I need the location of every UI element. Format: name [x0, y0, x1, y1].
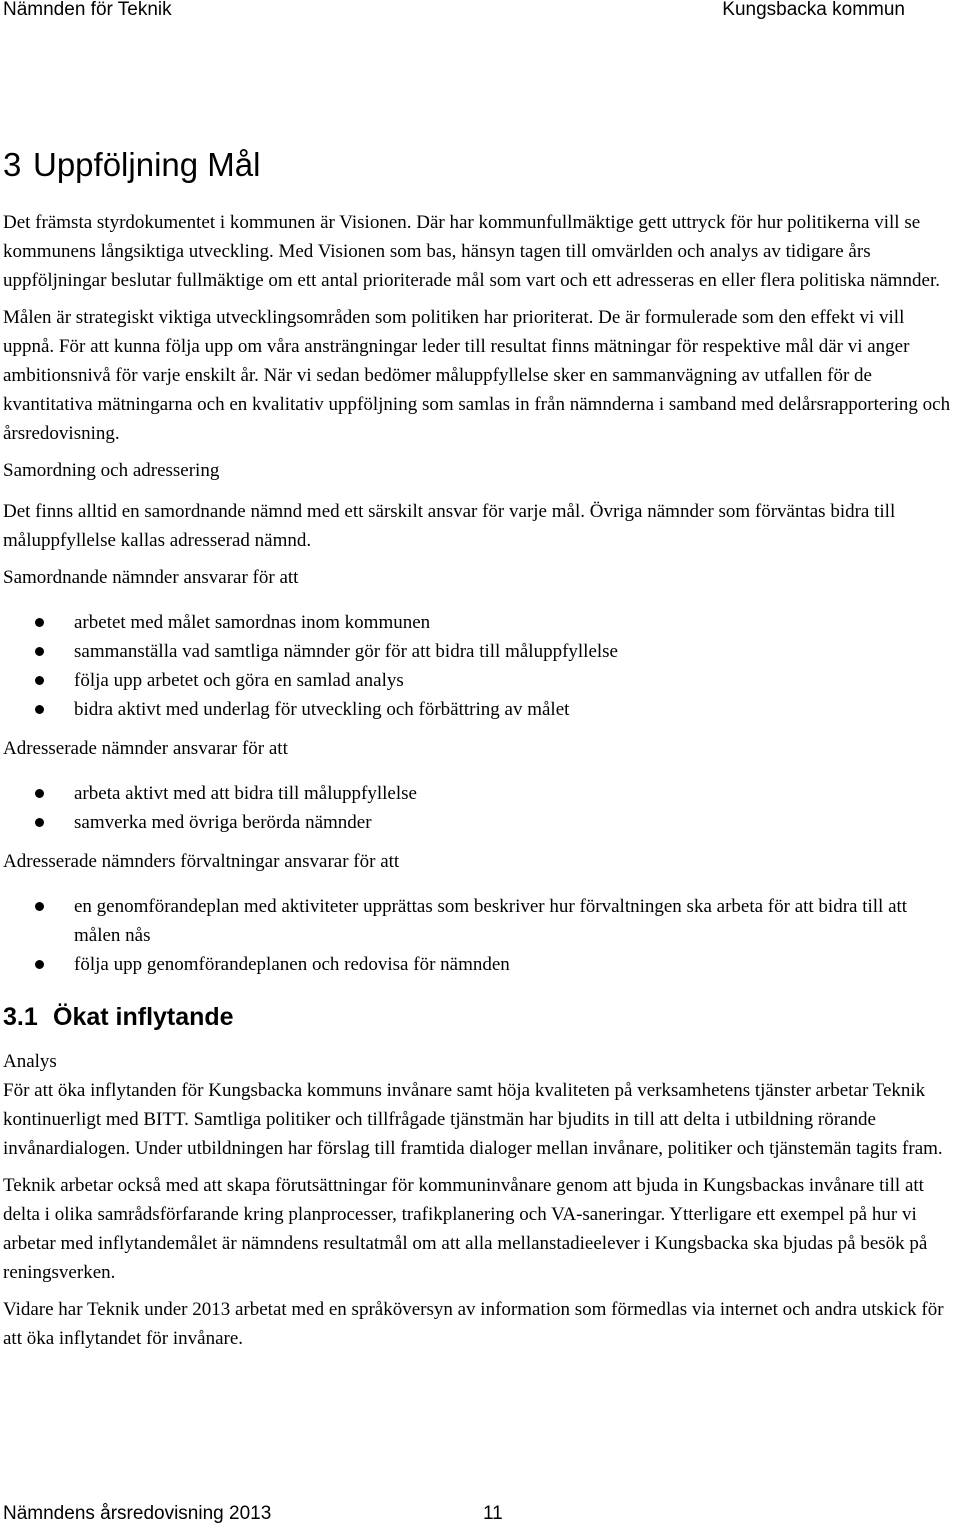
bullet-icon [35, 789, 44, 798]
subsection-heading [3, 1001, 958, 1033]
subsection-title: Ökat inflytande [53, 1003, 234, 1031]
subsection-number: 3.1 [3, 1003, 38, 1031]
list-item: följa upp genomförandeplanen och redovisa för nämnden [3, 950, 958, 979]
section-heading [3, 145, 958, 185]
header-municipality: Kungsbacka kommun [722, 0, 905, 20]
section-title: Uppföljning Mål [33, 146, 261, 183]
page-number: 11 [483, 1503, 503, 1524]
samordnande-list [3, 608, 958, 724]
footer-title: Nämndens årsredovisning 2013 [3, 1503, 272, 1524]
bullet-icon [35, 676, 44, 685]
samordning-heading: Samordning och adressering [3, 460, 220, 481]
analys-heading: Analys [3, 1051, 57, 1072]
forvaltningar-list [3, 892, 958, 979]
intro-paragraph-2: Målen är strategiskt viktiga utvecklingsområden som politiken har prioriterat. De är formulerade som den effekt vi vill uppnå. För att kunna följa upp om våra ansträngningar leder till resultat finns mätningar för respektive mål där vi anger ambitionsnivå för varje enskilt år. När vi sedan bedömer måluppfyllelse sker en sammanvägning av utfallen för de kvantitativa mätningarna och en kvalitativ uppföljning som samlas in från nämnderna i samband med delårsrapportering och årsredovisning. [3, 307, 951, 444]
bullet-icon [35, 647, 44, 656]
analys-paragraph-3: Vidare har Teknik under 2013 arbetat med en språköversyn av information som förmedlas via internet och andra utskick för att öka inflytandet för invånare. [3, 1299, 944, 1349]
forvaltningar-heading: Adresserade nämnders förvaltningar ansvarar för att [3, 851, 400, 872]
analys-paragraph-2: Teknik arbetar också med att skapa förutsättningar för kommuninvånare genom att bjuda in Kungsbackas invånare till att delta i olika samrådsförfarande kring planprocesser, trafikplanering och VA-saneringar. Ytterligare ett exempel på hur vi arbetar med inflytandemålet är nämndens resultatmål om att alla mellanstadieelever i Kungsbacka ska bjudas på besök på reningsverken. [3, 1175, 928, 1283]
header-department: Nämnden för Teknik [3, 0, 172, 20]
list-item: en genomförandeplan med aktiviteter upprättas som beskriver hur förvaltningen ska arbeta för att bidra till att målen nås [3, 892, 958, 950]
document-body [3, 145, 958, 1361]
bullet-icon [35, 960, 44, 969]
page-header [0, 0, 960, 22]
samordning-paragraph: Det finns alltid en samordnande nämnd med ett särskilt ansvar för varje mål. Övriga nämnder som förväntas bidra till måluppfyllelse kallas adresserad nämnd. [3, 501, 896, 551]
samordnande-heading: Samordnande nämnder ansvarar för att [3, 567, 299, 588]
list-item: bidra aktivt med underlag för utveckling och förbättring av målet [3, 695, 958, 724]
list-item: följa upp arbetet och göra en samlad analys [3, 666, 958, 695]
intro-paragraph-1: Det främsta styrdokumentet i kommunen är Visionen. Där har kommunfullmäktige gett uttryck för hur politikerna vill se kommunens långsiktiga utveckling. Med Visionen som bas, hänsyn tagen till omvärlden och analys av tidigare års uppföljningar beslutar fullmäktige om ett antal prioriterade mål som vart och ett adresseras en eller flera politiska nämnder. [3, 212, 941, 291]
bullet-icon [35, 705, 44, 714]
analys-paragraph-1: För att öka inflytanden för Kungsbacka kommuns invånare samt höja kvaliteten på verksamhetens tjänster arbetar Teknik kontinuerligt med BITT. Samtliga politiker och tillfrågade tjänstmän har bjudits in till att delta i utbildning rörande invånardialogen. Under utbildningen har förslag till framtida dialoger mellan invånare, politiker och tjänstemän tagits fram. [3, 1080, 943, 1159]
list-item: arbeta aktivt med att bidra till måluppfyllelse [3, 779, 958, 808]
adresserade-heading: Adresserade nämnder ansvarar för att [3, 738, 288, 759]
page-footer [3, 1503, 958, 1525]
bullet-icon [35, 902, 44, 911]
bullet-icon [35, 818, 44, 827]
list-item: arbetet med målet samordnas inom kommunen [3, 608, 958, 637]
list-item: samverka med övriga berörda nämnder [3, 808, 958, 837]
bullet-icon [35, 618, 44, 627]
section-number: 3 [3, 146, 22, 183]
adresserade-list [3, 779, 958, 837]
list-item: sammanställa vad samtliga nämnder gör för att bidra till måluppfyllelse [3, 637, 958, 666]
